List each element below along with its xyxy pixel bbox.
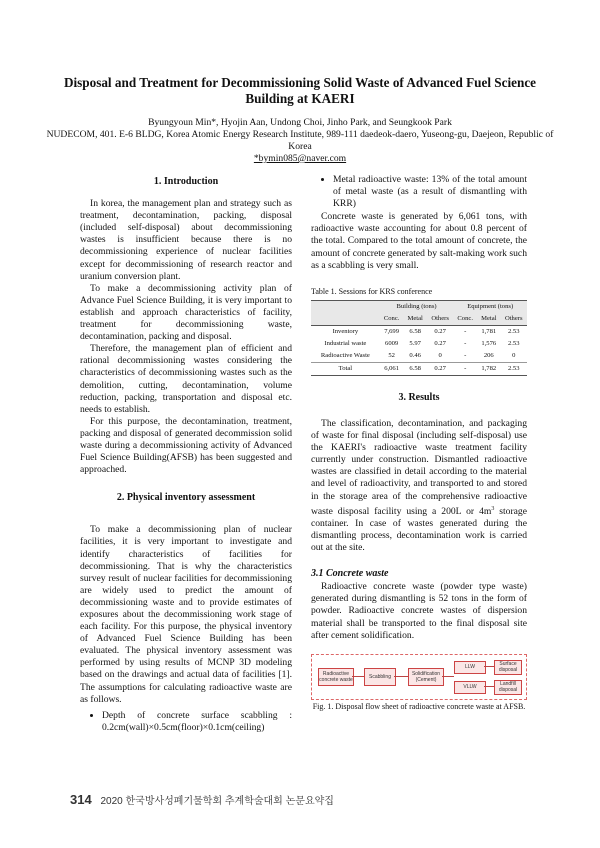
table-cell: 6.58 xyxy=(409,327,421,335)
assumption-list xyxy=(80,710,292,734)
section-heading-physical-inventory: 2. Physical inventory assessment xyxy=(116,492,256,504)
flow-box-llw: LLW xyxy=(454,661,486,674)
table-cell: 2.53 xyxy=(501,362,528,375)
table-group-header: Building (tons) xyxy=(380,300,454,313)
table-cell: 2.53 xyxy=(507,327,520,335)
table-cell: - xyxy=(453,362,477,375)
paper-title: Disposal and Treatment for Decommissioning Solid Waste of Advanced Fuel Science Building at KAERI xyxy=(63,75,537,106)
table-column-header: Conc. xyxy=(380,313,404,326)
intro-paragraph-2: To make a decommissioning activity plan of Advance Fuel Science Building, it is very important to establish and approach characteristics of facility, treatment for decommissioning waste, decontamination, packing and disposal. xyxy=(80,282,292,343)
page-footer xyxy=(70,792,334,807)
table-column-header: Metal xyxy=(403,313,426,326)
table-cell: 1,782 xyxy=(477,362,500,375)
concrete-waste-paragraph: Radioactive concrete waste (powder type waste) generated during dismantling is 52 tons in the form of powder. Radioactive concrete wastes of dispersion material shall be transported to the final disposal site after cement solidification. xyxy=(311,581,527,641)
flow-box-scabbling: Scabbling xyxy=(364,668,396,686)
table-cell: 0 xyxy=(438,351,442,359)
table-row-label: Total xyxy=(311,362,380,375)
concrete-generation-paragraph: Concrete waste is generated by 6,061 tons, with radioactive waste accounting for about 0.8 percent of the total. Compared to the total amount of concrete, the amount of concrete generated by salt-making work such as a scabbling is very small. xyxy=(311,211,527,271)
intro-paragraph-3: Therefore, the management plan of efficient and rational decommissioning wastes considering the characteristics of decommissioning wastes such as the demolition, cutting, decontamination, volume reduction, packing, transportation and disposal etc. needs to establish. xyxy=(80,343,292,415)
flow-arrow xyxy=(352,676,364,677)
flow-box-vllw: VLLW xyxy=(454,681,486,694)
table-cell: 0.27 xyxy=(434,339,446,347)
flow-box-surface-disposal: Surface disposal xyxy=(494,660,522,675)
proceedings-title: 2020 한국방사성폐기물학회 추계학술대회 논문요약집 xyxy=(100,796,334,807)
table-column-header: Conc. xyxy=(453,313,477,326)
flow-arrow xyxy=(442,676,454,677)
right-column xyxy=(311,174,527,712)
flow-arrow xyxy=(484,666,494,667)
flow-box-landfill-disposal: Landfill disposal xyxy=(494,680,522,695)
table-corner xyxy=(311,300,380,313)
email-link[interactable]: *bymin085@naver.com xyxy=(253,153,347,164)
affiliation: NUDECOM, 401. E-6 BLDG, Korea Atomic Energy Research Institute, 989-111 daedeok-daero, Yuseong-gu, Daejeon, Republic of Korea xyxy=(46,129,554,152)
table-cell: 0 xyxy=(512,351,516,359)
table-cell: - xyxy=(464,327,467,335)
left-column xyxy=(80,174,292,735)
table-cell: 7,699 xyxy=(384,327,400,335)
flow-arrow xyxy=(394,676,408,677)
assumption-item-scabbling: • Depth of concrete surface scabbling : 0.2cm(wall)×0.5cm(floor)×0.1cm(ceiling) xyxy=(102,710,292,734)
table-column-header: Others xyxy=(501,313,528,326)
table-row-label: Industrial waste xyxy=(324,339,367,347)
results-paragraph: The classification, decontamination, and packaging of waste for final disposal (including self-disposal) use the KAERI's radioactive waste treatment facility currently under construction. Dismantled radioactive wastes are classified in detail according to the material and level of radioactivity, and transported to and stored in the storage area of the comprehensive radioactive waste disposal facility using a 200L or $4m^3$ storage container. In case of wastes generated during the dismantling process, decontamination work is carried out at the site. xyxy=(311,417,527,554)
table-cell: 0.46 xyxy=(409,351,421,359)
table-group-header: Equipment (tons) xyxy=(453,300,527,313)
table-row xyxy=(311,350,527,363)
table-row xyxy=(311,325,527,338)
waste-inventory-table xyxy=(311,300,527,376)
table-cell: 6009 xyxy=(385,339,399,347)
table-cell: 5.97 xyxy=(409,339,421,347)
assumption-list-continued xyxy=(311,174,527,210)
page-number: 314 xyxy=(70,792,92,807)
flow-arrow xyxy=(484,686,494,687)
table-cell: 0.27 xyxy=(427,362,453,375)
section-heading-introduction: 1. Introduction xyxy=(153,176,219,187)
table-cell: 6,061 xyxy=(380,362,404,375)
table-cell: 52 xyxy=(388,351,395,359)
disposal-flow-figure xyxy=(311,654,527,700)
table-caption: Table 1. Sessions for KRS conference xyxy=(311,286,433,296)
physical-inventory-paragraph: To make a decommissioning plan of nuclear facilities, it is very important to investigate and identify characteristics of facilities for decommissioning. That is why the characteristics survey result of nuclear facilities for decommissioning are widely used to predict the amount of decommissioning waste and to provide estimates of exposures about the decommissioning work stage of each facility. For this purpose, the physical inventory of Advanced Fuel Science Building has been evaluated. The physical inventory assessment was performed by using results of MCNP 3D modeling based on the drawings and actual data of facilities [1]. The assumptions for calculating radioactive waste are as follows. xyxy=(80,524,292,705)
table-cell: 0.27 xyxy=(434,327,446,335)
author-block xyxy=(40,117,560,165)
table-cell: 206 xyxy=(483,351,494,359)
table-row-label: Radioactive Waste xyxy=(320,351,370,359)
table-row-total xyxy=(311,362,527,375)
table-column-header: Others xyxy=(427,313,453,326)
author-list: Byungyoun Min*, Hyojin Aan, Undong Choi, Jinho Park, and Seungkook Park xyxy=(148,117,452,128)
table-corner xyxy=(311,313,380,326)
intro-paragraph-4: For this purpose, the decontamination, treatment, packing and disposal of generated decommission solid waste during a decommissioning activity of Advanced Fuel Science Building(AFSB) has been suggested and approached. xyxy=(80,415,292,476)
table-cell: - xyxy=(464,339,467,347)
table-cell: 1,781 xyxy=(481,327,497,335)
figure-caption: Fig. 1. Disposal flow sheet of radioactive concrete waste at AFSB. xyxy=(312,701,526,711)
assumption-item-metal: • Metal radioactive waste: 13% of the total amount of metal waste (as a result of dismantling with KRR) xyxy=(333,174,527,210)
table-row-label: Inventory xyxy=(332,327,359,335)
intro-paragraph-1: In korea, the management plan and strategy such as treatment, decontamination, packing, disposal (included self-disposal) about decommissioning wastes is insufficient because there is no decommissioning experience of nuclear facilities except for decommissioning of research reactor and uranium conversion plant. xyxy=(80,198,292,282)
table-cell: 2.53 xyxy=(507,339,520,347)
table-row xyxy=(311,338,527,350)
table-cell: 6.58 xyxy=(403,362,426,375)
flow-box-solidification: Solidification (Cement) xyxy=(408,668,444,686)
subsection-heading-concrete: 3.1 Concrete waste xyxy=(311,568,389,580)
flow-box-radioactive-concrete: Radioactive concrete waste xyxy=(318,668,354,686)
table-cell: - xyxy=(464,351,467,359)
section-heading-results: 3. Results xyxy=(398,391,440,403)
table-column-header: Metal xyxy=(477,313,500,326)
table-cell: 1,576 xyxy=(481,339,497,347)
